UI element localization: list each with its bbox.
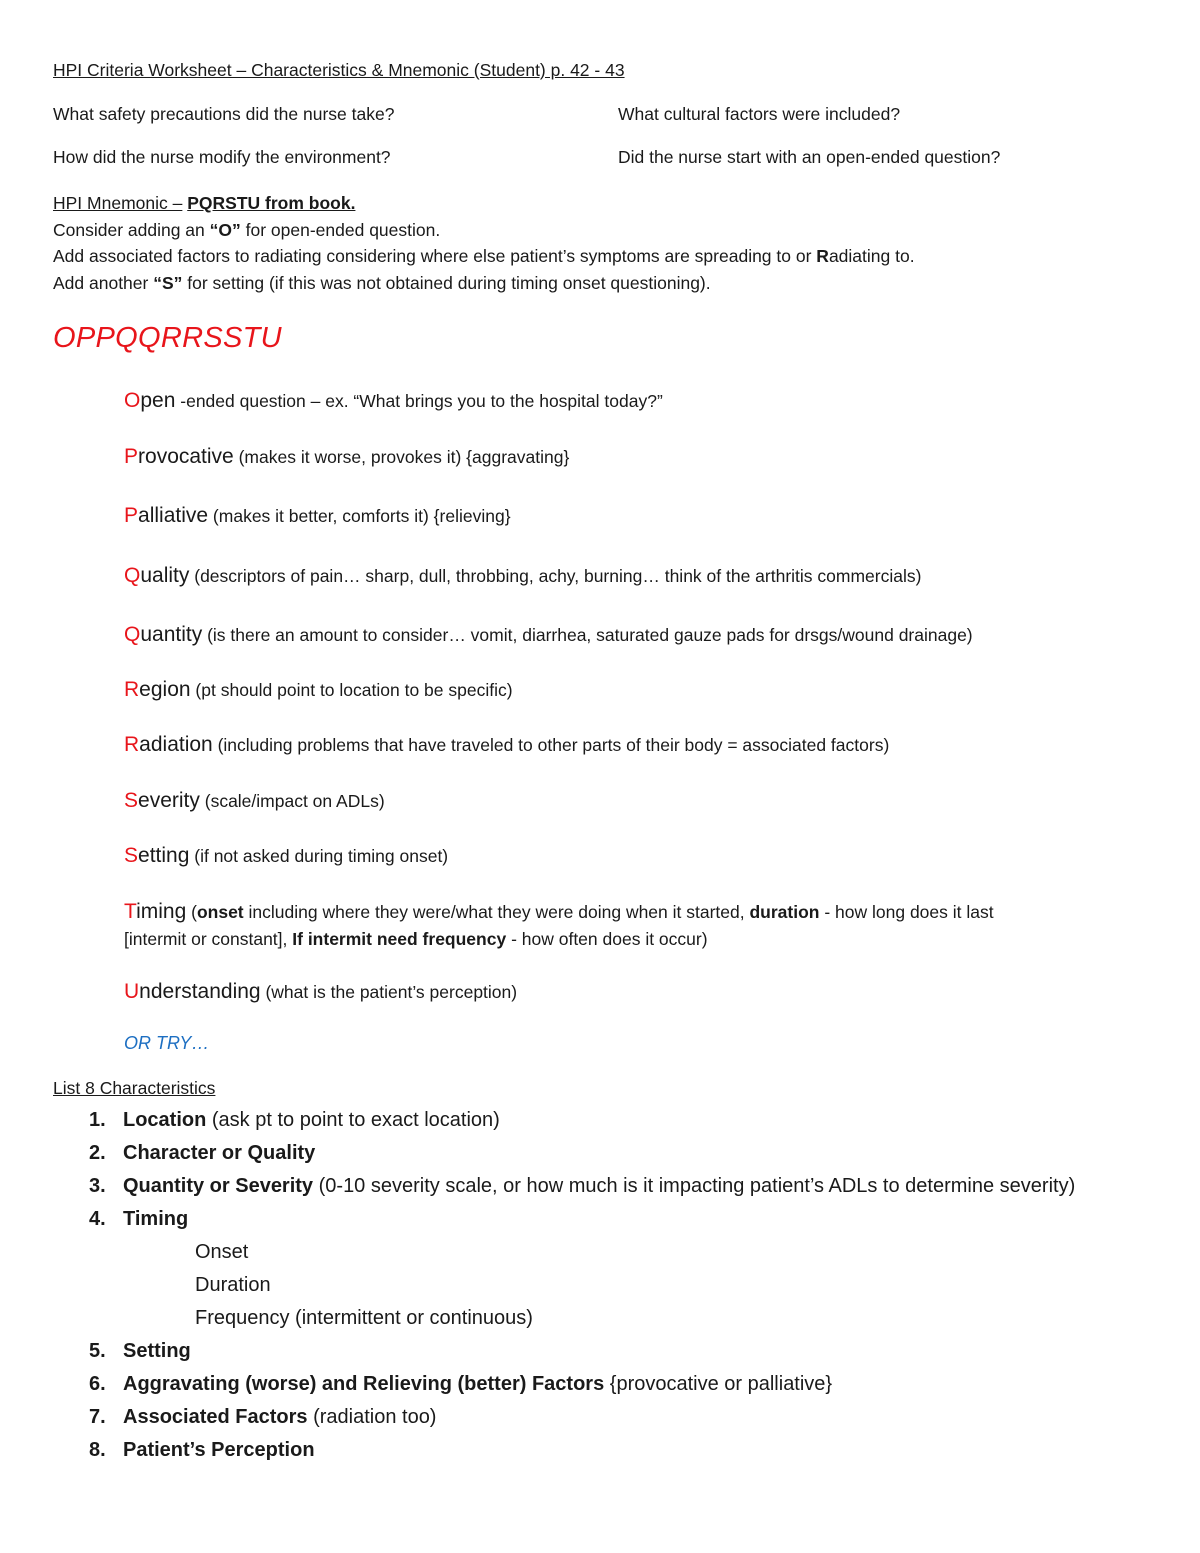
- characteristics-list: [89, 1106, 1075, 1469]
- timing-subitem-duration: Duration: [195, 1274, 271, 1296]
- mnemonic-intro: [53, 190, 915, 296]
- or-try-label: OR TRY…: [124, 1033, 210, 1053]
- term-timing: Timing (onset including where they were/what they were doing when it started, duration - how long does it last [intermit or constant], If intermit need frequency - how often does it occur): [124, 900, 994, 949]
- list-item: 1. Location (ask pt to point to exact location): [89, 1109, 500, 1131]
- term-provocative: Provocative (makes it worse, provokes it) {aggravating}: [124, 445, 570, 468]
- list-item: 6. Aggravating (worse) and Relieving (better) Factors {provocative or palliative}: [89, 1373, 833, 1395]
- mnemonic-big-title: OPPQQRRSSTU: [53, 322, 282, 354]
- list-item: 2. Character or Quality: [89, 1142, 316, 1164]
- term-understanding: Understanding (what is the patient’s perception): [124, 980, 518, 1003]
- term-severity: Severity (scale/impact on ADLs): [124, 789, 385, 812]
- timing-subitem-onset: Onset: [195, 1241, 249, 1263]
- mnemonic-line-r: Add associated factors to radiating considering where else patient’s symptoms are spreading to or Radiating to.: [53, 246, 915, 266]
- term-quality: Quality (descriptors of pain… sharp, dull, throbbing, achy, burning… think of the arthritis commercials): [124, 564, 922, 587]
- list-item: 3. Quantity or Severity (0-10 severity scale, or how much is it impacting patient’s ADLs to determine severity): [89, 1175, 1076, 1197]
- list-item: 5. Setting: [89, 1340, 191, 1362]
- worksheet-title: HPI Criteria Worksheet – Characteristics & Mnemonic (Student) p. 42 - 43: [53, 60, 625, 80]
- list-item: 8. Patient’s Perception: [89, 1439, 315, 1461]
- list-item: 7. Associated Factors (radiation too): [89, 1406, 437, 1428]
- question-environment: How did the nurse modify the environment?: [53, 147, 391, 167]
- list-title: List 8 Characteristics: [53, 1078, 216, 1098]
- question-safety: What safety precautions did the nurse take?: [53, 104, 395, 124]
- mnemonic-line-o: Consider adding an “O” for open-ended question.: [53, 219, 441, 240]
- mnemonic-line-s: Add another “S” for setting (if this was not obtained during timing onset questioning).: [53, 272, 711, 293]
- term-quantity: Quantity (is there an amount to consider… vomit, diarrhea, saturated gauze pads for drsgs/wound drainage): [124, 623, 973, 646]
- term-setting: Setting (if not asked during timing onset): [124, 844, 449, 867]
- question-open-ended: Did the nurse start with an open-ended question?: [618, 147, 1001, 167]
- term-radiation: Radiation (including problems that have traveled to other parts of their body = associated factors): [124, 733, 890, 756]
- mnemonic-heading: HPI Mnemonic – PQRSTU from book.: [53, 193, 356, 213]
- question-cultural: What cultural factors were included?: [618, 104, 901, 124]
- timing-subitem-frequency: Frequency (intermittent or continuous): [195, 1307, 533, 1329]
- term-palliative: Palliative (makes it better, comforts it) {relieving}: [124, 504, 511, 527]
- list-item: 4. Timing: [89, 1208, 189, 1230]
- term-open: Open -ended question – ex. “What brings you to the hospital today?”: [124, 389, 663, 412]
- term-region: Region (pt should point to location to be specific): [124, 678, 513, 701]
